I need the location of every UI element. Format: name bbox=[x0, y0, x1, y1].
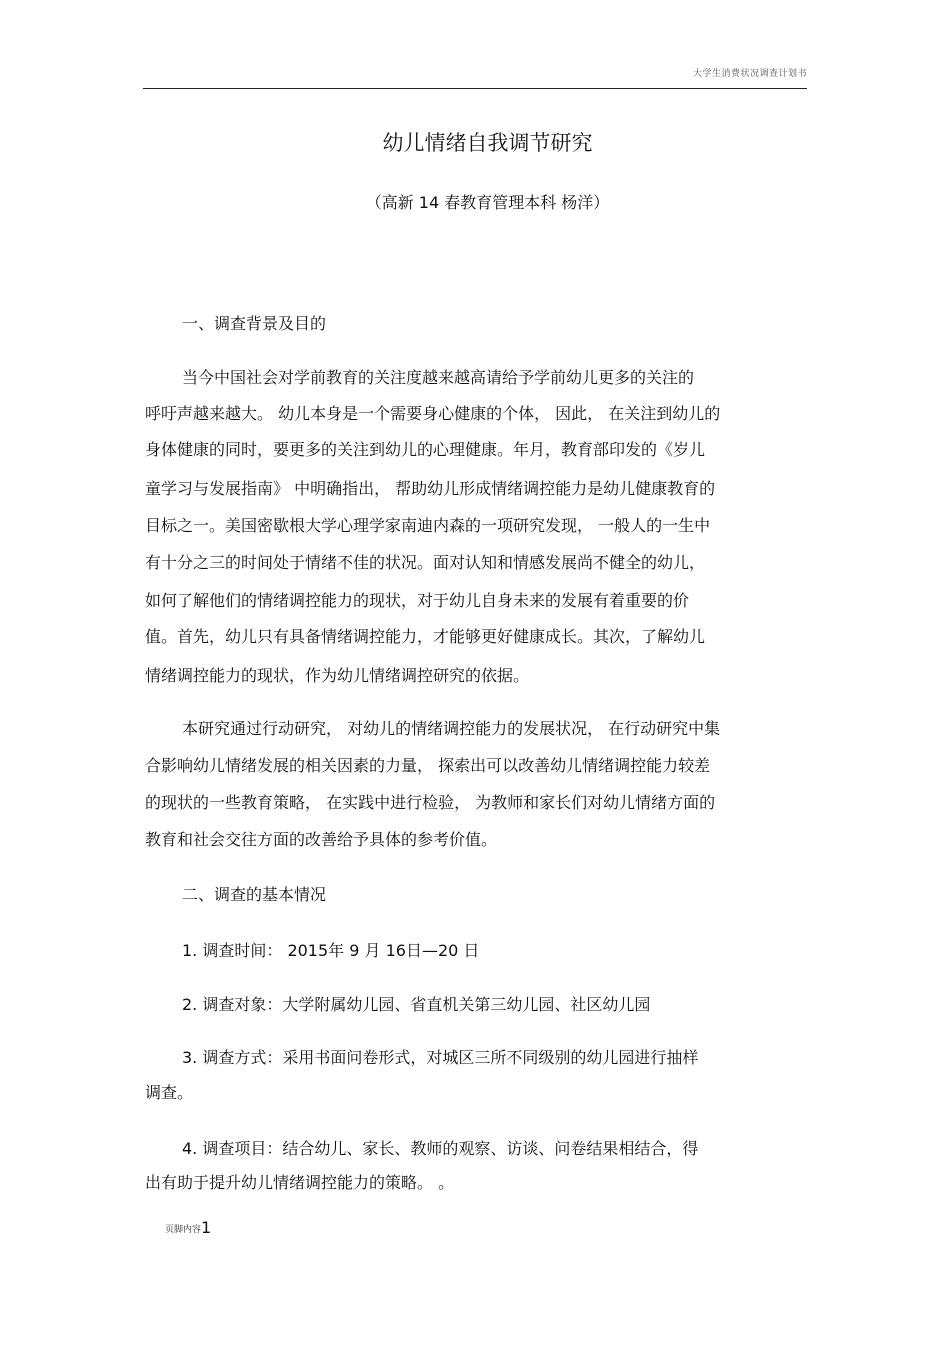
section-heading: 一、调查背景及目的 bbox=[182, 314, 327, 333]
paragraph-line: 有十分之三的时间处于情绪不佳的状况。面对认知和情感发展尚不健全的幼儿， bbox=[145, 553, 706, 572]
page-number: 1 bbox=[201, 1218, 212, 1237]
list-item-continuation: 调查。 bbox=[145, 1083, 194, 1102]
running-header: 大学生消费状况调查计划书 bbox=[692, 69, 807, 79]
paragraph-line: 的现状的一些教育策略， 在实践中进行检验， 为教师和家长们对幼儿情绪方面的 bbox=[145, 793, 716, 812]
list-item-continuation: 出有助于提升幼儿情绪调控能力的策略。 。 bbox=[145, 1173, 455, 1192]
list-item: 2. 调查对象：大学附属幼儿园、省直机关第三幼儿园、社区幼儿园 bbox=[182, 995, 651, 1014]
footer-label: 页脚内容 bbox=[165, 1225, 202, 1235]
list-item: 3. 调查方式：采用书面问卷形式，对城区三所不同级别的幼儿园进行抽样 bbox=[182, 1048, 699, 1067]
section-heading: 二、调查的基本情况 bbox=[182, 885, 327, 904]
paragraph-line: 情绪调控能力的现状，作为幼儿情绪调控研究的依据。 bbox=[145, 666, 530, 685]
document-title: 幼儿情绪自我调节研究 bbox=[382, 131, 593, 155]
list-item: 1. 调查时间： 2015年 9 月 16日—20 日 bbox=[182, 941, 480, 960]
paragraph-line: 身体健康的同时，要更多的关注到幼儿的心理健康。年月，教育部印发的《岁儿 bbox=[145, 440, 706, 459]
paragraph-line: 呼吁声越来越大。 幼儿本身是一个需要身心健康的个体， 因此， 在关注到幼儿的 bbox=[145, 404, 721, 423]
paragraph-line: 合影响幼儿情绪发展的相关因素的力量， 探索出可以改善幼儿情绪调控能力较差 bbox=[145, 756, 711, 775]
paragraph-line: 本研究通过行动研究， 对幼儿的情绪调控能力的发展状况， 在行动研究中集 bbox=[182, 719, 721, 738]
paragraph-line: 当今中国社会对学前教育的关注度越来越高请给予学前幼儿更多的关注的 bbox=[182, 368, 695, 387]
paragraph-line: 值。首先，幼儿只有具备情绪调控能力，才能够更好健康成长。其次，了解幼儿 bbox=[145, 627, 706, 646]
paragraph-line: 如何了解他们的情绪调控能力的现状，对于幼儿自身未来的发展有着重要的价 bbox=[145, 591, 690, 610]
header-rule bbox=[143, 88, 807, 89]
paragraph-line: 童学习与发展指南》 中明确指出， 帮助幼儿形成情绪调控能力是幼儿健康教育的 bbox=[145, 479, 716, 498]
list-item: 4. 调查项目：结合幼儿、家长、教师的观察、访谈、问卷结果相结合，得 bbox=[182, 1139, 699, 1158]
document-subtitle: （高新 14 春教育管理本科 杨洋） bbox=[365, 193, 610, 212]
paragraph-line: 教育和社会交往方面的改善给予具体的参考价值。 bbox=[145, 830, 498, 849]
paragraph-line: 目标之一。美国密歇根大学心理学家南迪内森的一项研究发现， 一般人的一生中 bbox=[145, 516, 711, 535]
